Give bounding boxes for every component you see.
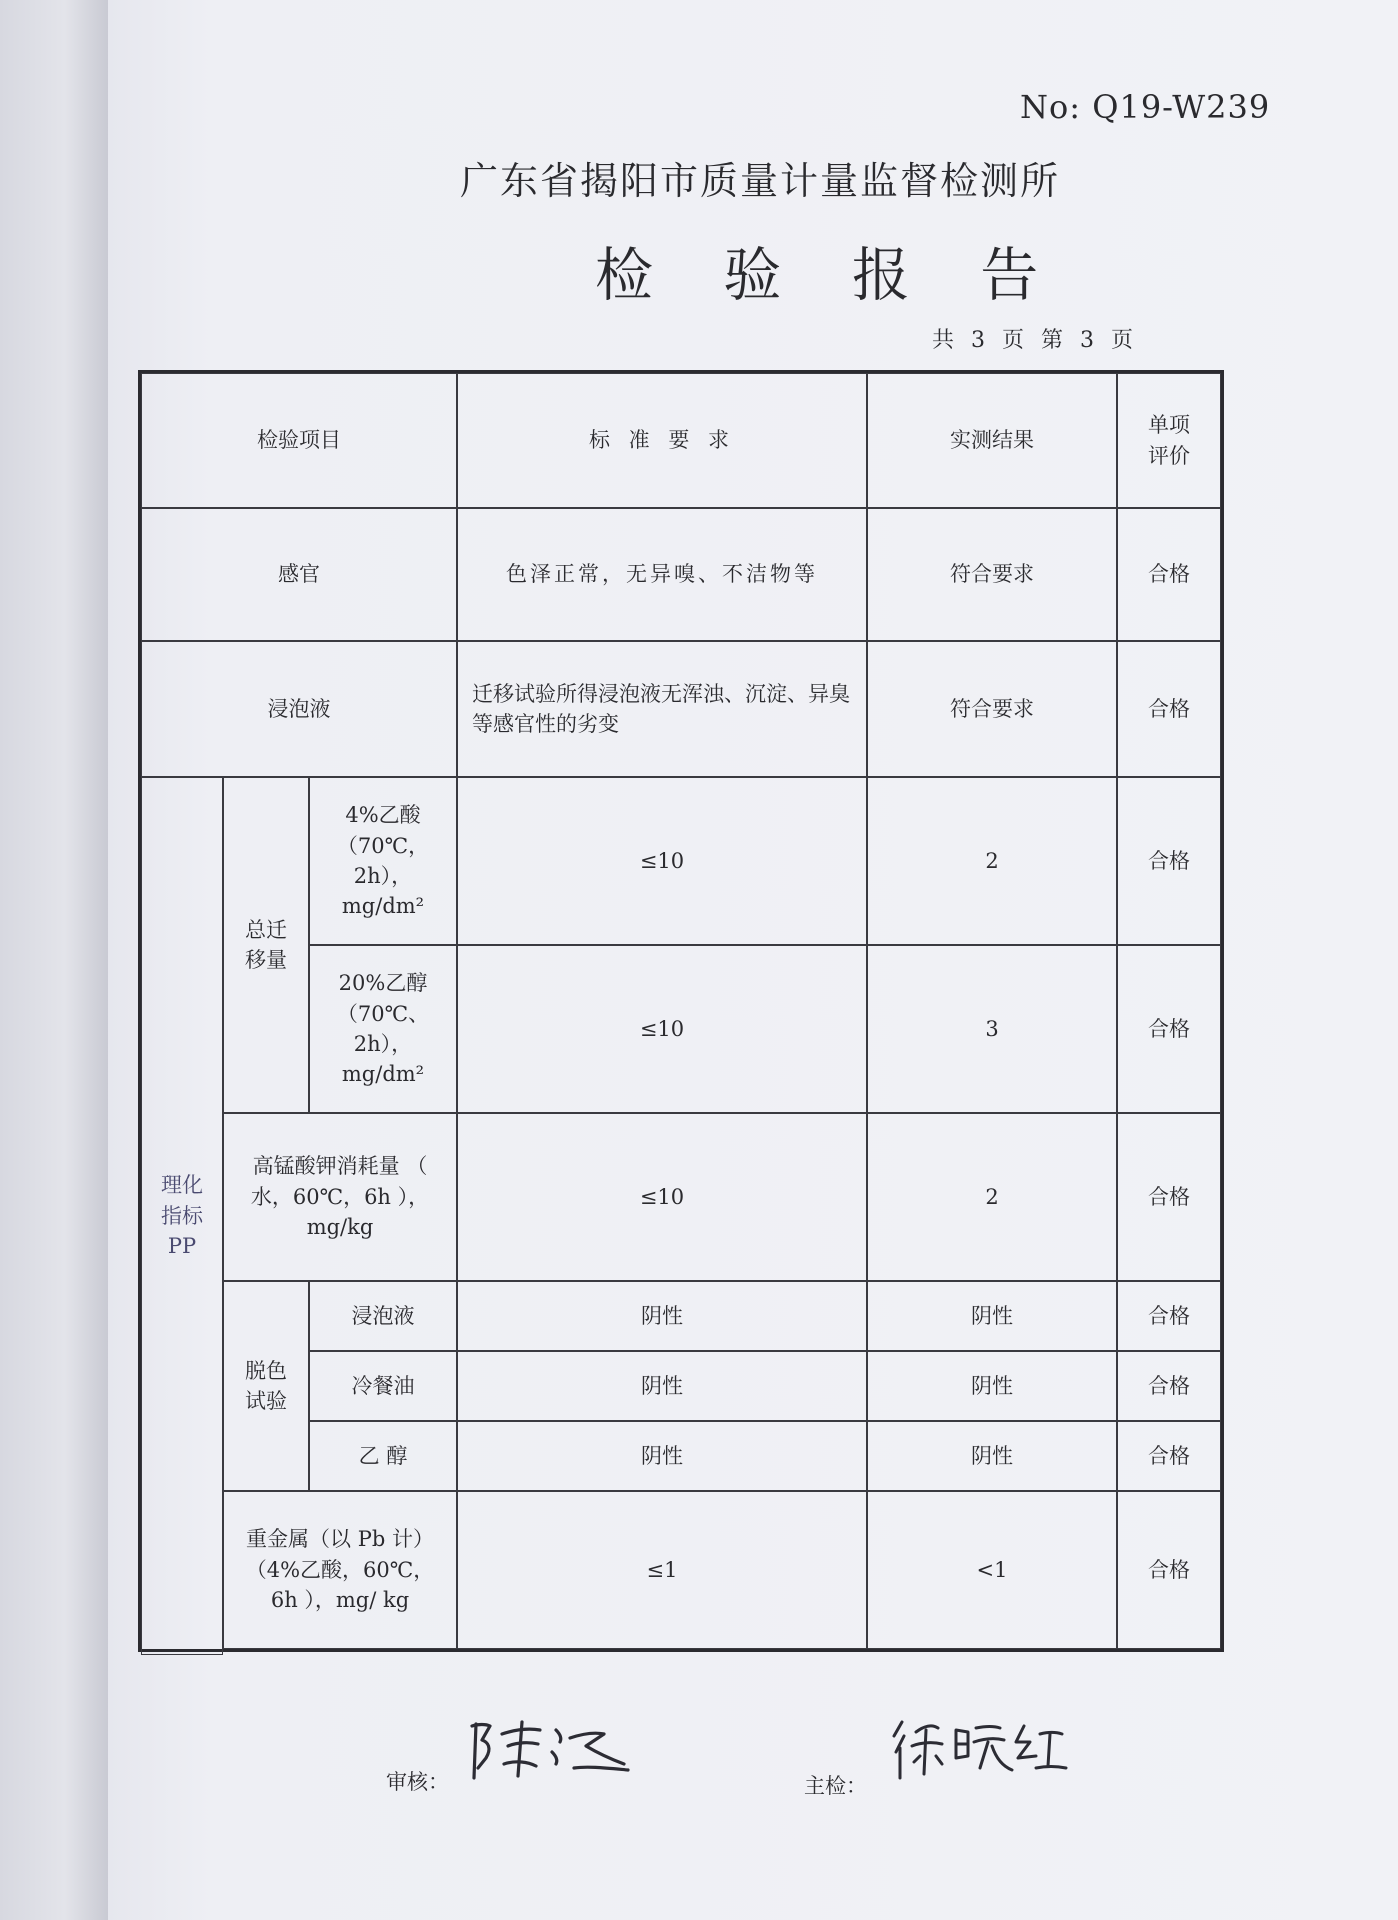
binding-margin	[0, 0, 108, 1920]
ethanol-condition: 20%乙醇 （70℃、2h），mg/dm²	[309, 945, 457, 1113]
reviewer-label: 审核：	[386, 1770, 449, 1794]
acetic-evaluation: 合格	[1117, 777, 1221, 945]
ethanol-evaluation: 合格	[1117, 945, 1221, 1113]
ethanol-result: 3	[867, 945, 1117, 1113]
decolor-ethanol-item: 乙 醇	[309, 1421, 457, 1491]
decolor-soak-item: 浸泡液	[309, 1281, 457, 1351]
kmno4-item: 高锰酸钾消耗量 （ 水，60℃，6h ），mg/kg	[223, 1113, 457, 1281]
soak-requirement: 迁移试验所得浸泡液无浑浊、沉淀、异臭等感官性的劣变	[457, 641, 867, 777]
decolor-soak-result: 阴性	[867, 1281, 1117, 1351]
sensory-evaluation: 合格	[1117, 508, 1221, 641]
document-title: 检 验 报 告	[595, 241, 1065, 309]
report-number: No: Q19-W239	[1020, 88, 1271, 126]
kmno4-requirement: ≤10	[457, 1113, 867, 1281]
inspector-signature	[890, 1712, 1070, 1784]
sensory-requirement: 色泽正常，无异嗅、不洁物等	[457, 508, 867, 641]
sensory-item: 感官	[141, 508, 457, 641]
inspector-label: 主检：	[804, 1774, 867, 1798]
kmno4-result: 2	[867, 1113, 1117, 1281]
total-migration-label: 总迁 移量	[223, 777, 309, 1113]
soak-item: 浸泡液	[141, 641, 457, 777]
decolor-oil-result: 阴性	[867, 1351, 1117, 1421]
soak-result: 符合要求	[867, 641, 1117, 777]
acetic-condition: 4%乙酸 （70℃，2h），mg/dm²	[309, 777, 457, 945]
organization-name: 广东省揭阳市质量计量监督检测所	[460, 159, 1061, 203]
heavy-metal-requirement: ≤1	[457, 1491, 867, 1649]
header-evaluation: 单项 评价	[1117, 373, 1221, 508]
decolor-oil-evaluation: 合格	[1117, 1351, 1221, 1421]
decolor-oil-item: 冷餐油	[309, 1351, 457, 1421]
decolor-ethanol-evaluation: 合格	[1117, 1421, 1221, 1491]
decolor-label: 脱色 试验	[223, 1281, 309, 1491]
decolor-oil-requirement: 阴性	[457, 1351, 867, 1421]
heavy-metal-item: 重金属（以 Pb 计）（4%乙酸，60℃，6h ），mg/ kg	[223, 1491, 457, 1649]
acetic-requirement: ≤10	[457, 777, 867, 945]
page-count: 共 3 页 第 3 页	[932, 328, 1138, 353]
soak-evaluation: 合格	[1117, 641, 1221, 777]
heavy-metal-evaluation: 合格	[1117, 1491, 1221, 1649]
header-item: 检验项目	[141, 373, 457, 508]
group-physicochemical-pp: 理化 指标 PP	[141, 777, 223, 1655]
ethanol-requirement: ≤10	[457, 945, 867, 1113]
kmno4-evaluation: 合格	[1117, 1113, 1221, 1281]
sensory-result: 符合要求	[867, 508, 1117, 641]
heavy-metal-result: <1	[867, 1491, 1117, 1649]
decolor-ethanol-result: 阴性	[867, 1421, 1117, 1491]
header-result: 实测结果	[867, 373, 1117, 508]
acetic-result: 2	[867, 777, 1117, 945]
header-requirement: 标 准 要 求	[457, 373, 867, 508]
inspection-table	[138, 370, 1224, 1652]
decolor-soak-requirement: 阴性	[457, 1281, 867, 1351]
decolor-soak-evaluation: 合格	[1117, 1281, 1221, 1351]
reviewer-signature	[464, 1712, 634, 1784]
decolor-ethanol-requirement: 阴性	[457, 1421, 867, 1491]
